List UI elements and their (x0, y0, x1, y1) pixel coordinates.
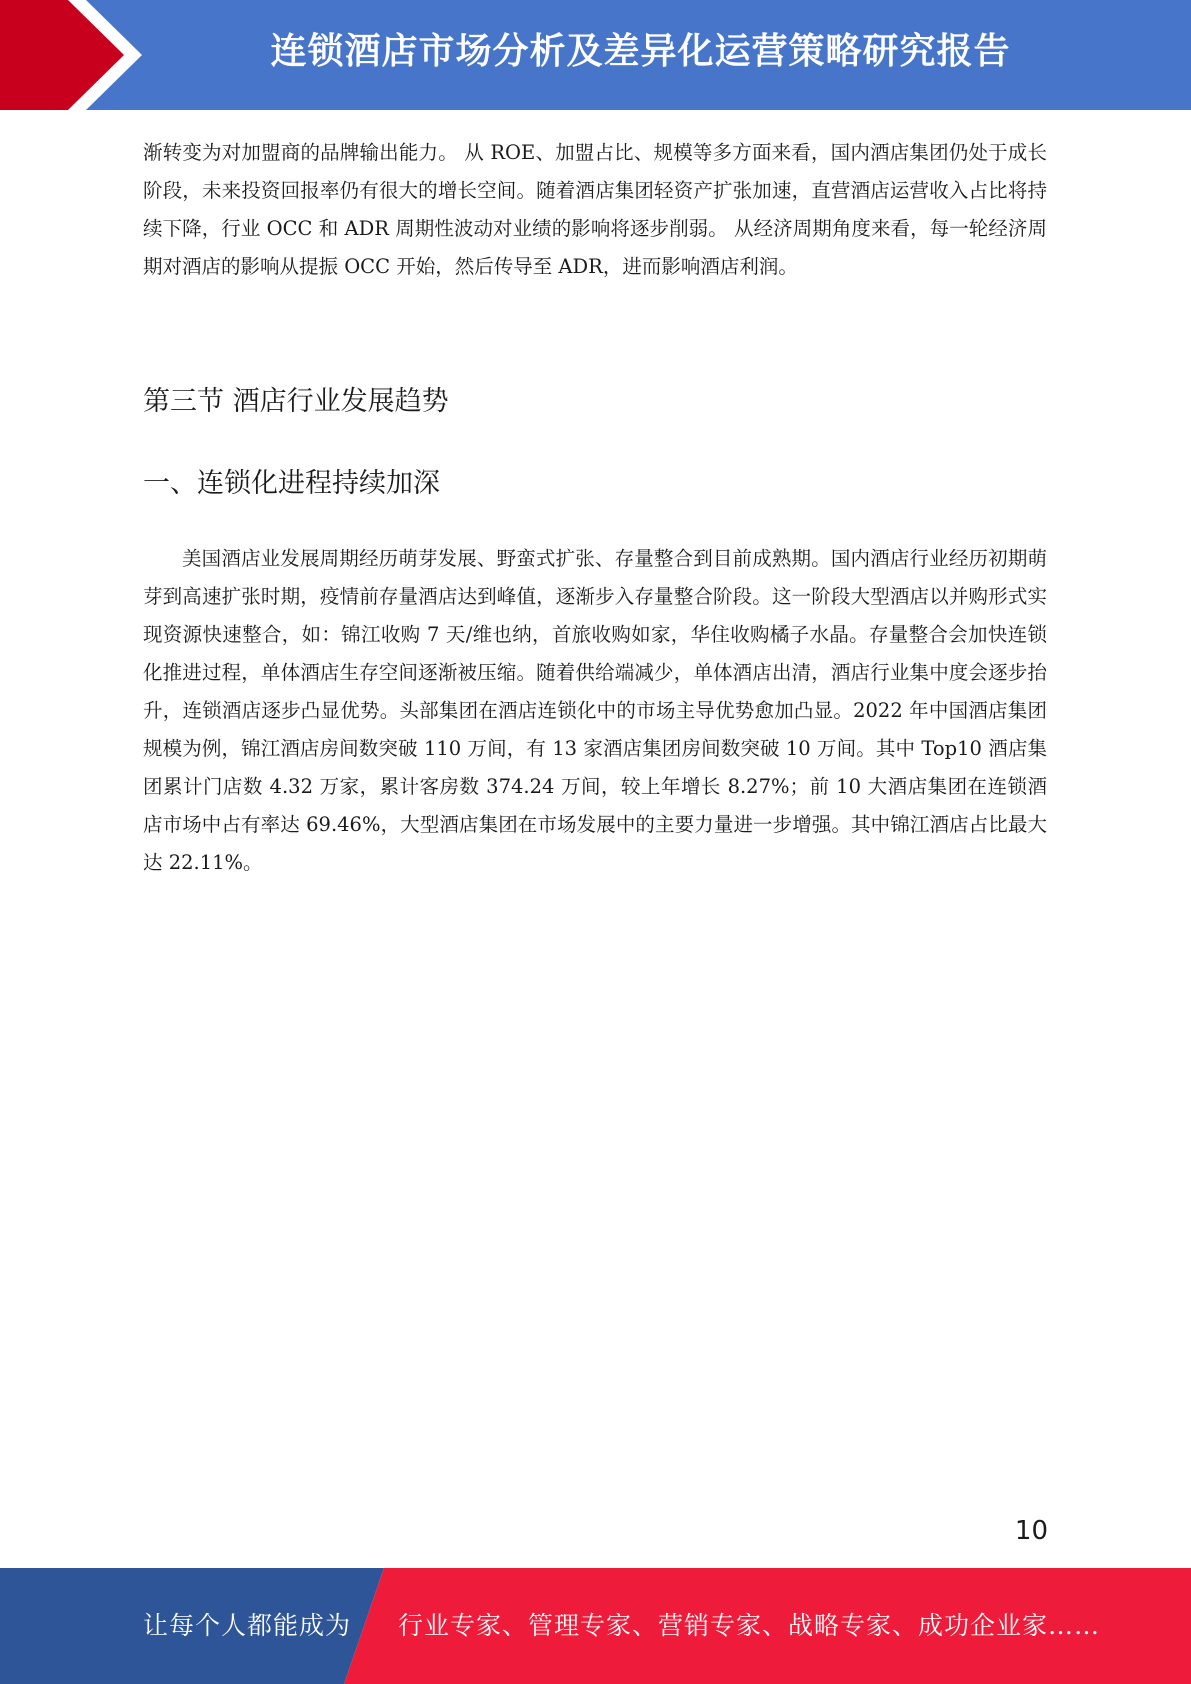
header-title: 连锁酒店市场分析及差异化运营策略研究报告 (270, 31, 1011, 72)
intro-section (143, 134, 1047, 286)
footer-slogan-left: 让每个人都能成为 (143, 1611, 352, 1640)
page-number: 10 (1014, 1516, 1048, 1546)
intro-paragraph: 渐转变为对加盟商的品牌输出能力。 从 ROE、加盟占比、规模等多方面来看，国内酒店集团仍处于成长阶段，未来投资回报率仍有很大的增长空间。随着酒店集团轻资产扩张加速，直营酒店运营收入占比将持续下降，行业 OCC 和 ADR 周期性波动对业绩的影响将逐步削弱。 从经济周期角度来看，每一轮经济周期对酒店的影响从提振 OCC 开始，然后传导至 ADR，进而影响酒店利润。 (143, 141, 1047, 278)
subsection-title: 一、连锁化进程持续加深 (143, 468, 440, 499)
footer-slogan-right: 行业专家、管理专家、营销专家、战略专家、成功企业家…… (398, 1611, 1101, 1640)
page-header (0, 0, 1191, 110)
header-red-arrow-decoration (0, 0, 150, 110)
section-title: 第三节 酒店行业发展趋势 (143, 386, 449, 417)
main-paragraph: 美国酒店业发展周期经历萌芽发展、野蛮式扩张、存量整合到目前成熟期。国内酒店行业经历初期萌芽到高速扩张时期，疫情前存量酒店达到峰值，逐渐步入存量整合阶段。这一阶段大型酒店以并购形式实现资源快速整合，如：锦江收购 7 天/维也纳，首旅收购如家，华住收购橘子水晶。存量整合会加快连锁化推进过程，单体酒店生存空间逐渐被压缩。随着供给端减少，单体酒店出清，酒店行业集中度会逐步抬升，连锁酒店逐步凸显优势。头部集团在酒店连锁化中的市场主导优势愈加凸显。2022 年中国酒店集团规模为例，锦江酒店房间数突破 110 万间，有 13 家酒店集团房间数突破 10 万间。其中 Top10 酒店集团累计门店数 4.32 万家，累计客房数 374.24 万间，较上年增长 8.27%；前 10 大酒店集团在连锁酒店市场中占有率达 69.46%，大型酒店集团在市场发展中的主要力量进一步增强。其中锦江酒店占比最大达 22.11%。 (143, 547, 1047, 874)
page-footer (0, 1568, 1191, 1684)
main-section (143, 540, 1047, 882)
